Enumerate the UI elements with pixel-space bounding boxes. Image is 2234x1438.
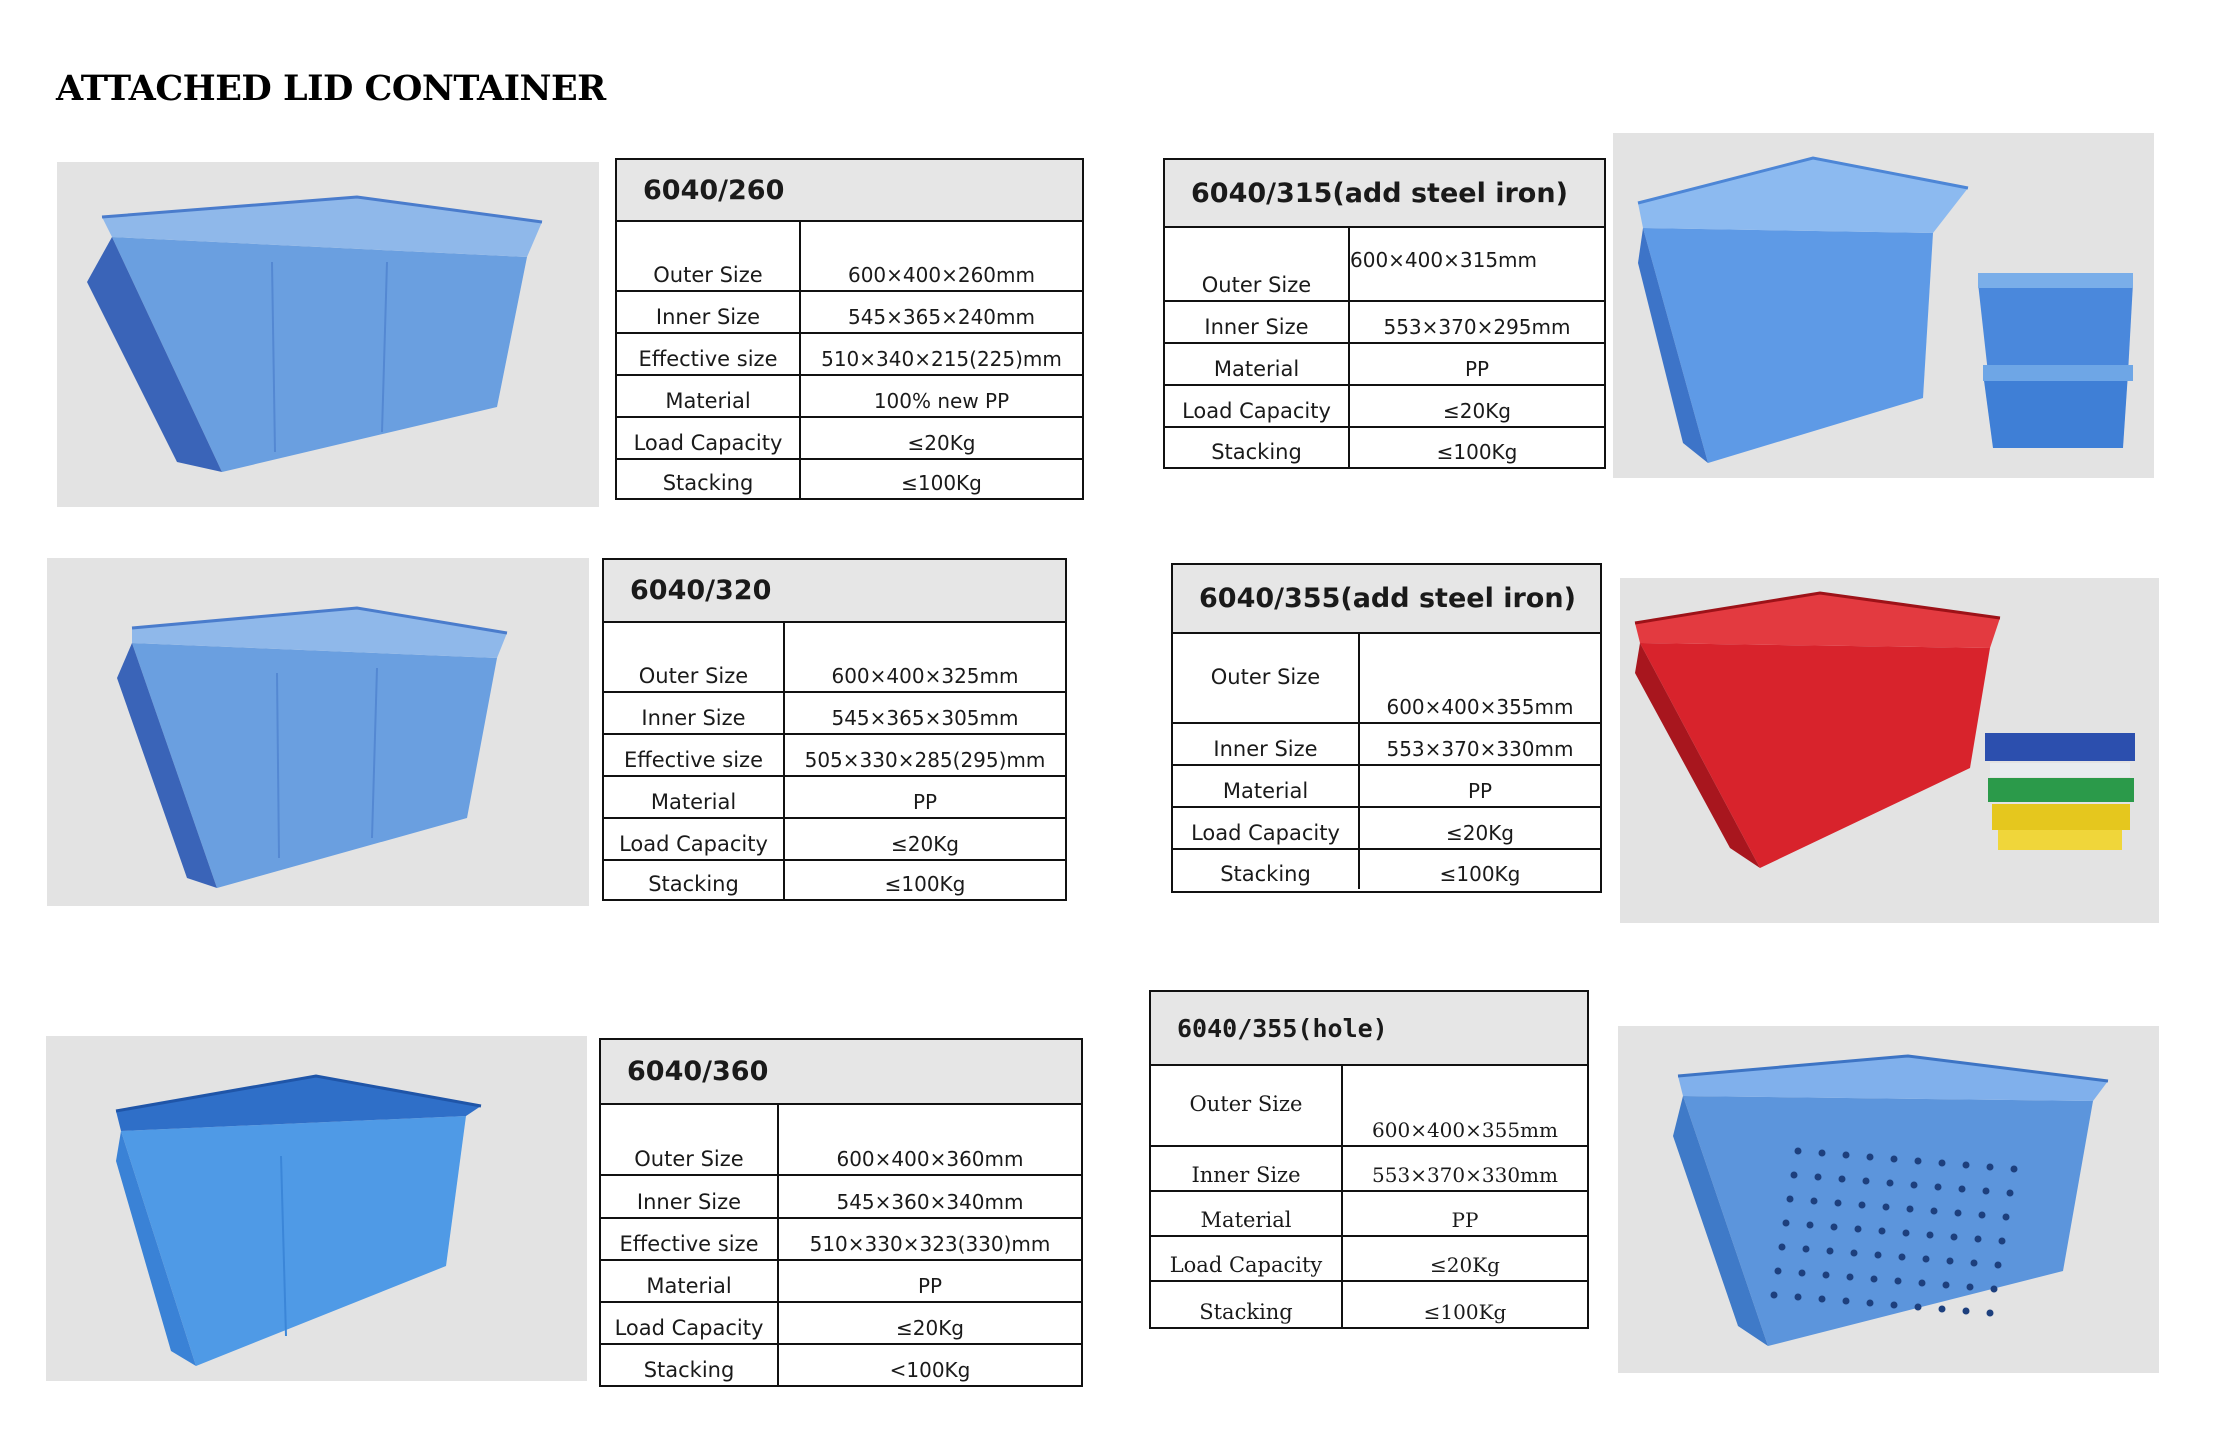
spec-row-stacking xyxy=(1165,426,1604,467)
spec-row-inner xyxy=(601,1174,1081,1217)
label-effective-size: Effective size xyxy=(604,735,785,775)
model-name: 6040/260 xyxy=(617,160,1082,222)
label-load-capacity: Load Capacity xyxy=(1173,808,1360,848)
label-effective-size: Effective size xyxy=(617,334,801,374)
vent-hole xyxy=(1955,1210,1962,1217)
vent-hole xyxy=(1899,1254,1906,1261)
vent-hole xyxy=(1775,1268,1782,1275)
vent-hole xyxy=(1807,1222,1814,1229)
label-inner-size: Inner Size xyxy=(604,693,785,733)
vent-hole xyxy=(1819,1150,1826,1157)
label-stacking: Stacking xyxy=(617,460,801,498)
spec-row-outer xyxy=(604,623,1065,691)
spec-table-6040-355-steel xyxy=(1171,563,1602,893)
value-load-capacity: ≤20Kg xyxy=(907,431,976,455)
model-name: 6040/360 xyxy=(601,1040,1081,1105)
spec-table-6040-320 xyxy=(602,558,1067,901)
vent-hole xyxy=(1879,1228,1886,1235)
vent-hole xyxy=(1819,1296,1826,1303)
spec-row-stacking xyxy=(617,458,1082,498)
value-material: PP xyxy=(1467,779,1493,803)
vent-hole xyxy=(1887,1180,1894,1187)
vent-hole xyxy=(1987,1164,1994,1171)
vent-hole xyxy=(1951,1234,1958,1241)
spec-row-stacking xyxy=(1151,1280,1587,1327)
vent-hole xyxy=(1975,1236,1982,1243)
label-material: Material xyxy=(617,376,801,416)
value-effective-size: 505×330×285(295)mm xyxy=(804,748,1046,772)
label-load-capacity: Load Capacity xyxy=(617,418,801,458)
spec-table-6040-355-hole xyxy=(1149,990,1589,1329)
value-outer-size: 600×400×315mm xyxy=(1350,248,1538,272)
vent-hole xyxy=(1891,1302,1898,1309)
vent-hole xyxy=(1923,1256,1930,1263)
spec-row-inner xyxy=(604,691,1065,733)
spec-row-load xyxy=(617,416,1082,458)
vent-hole xyxy=(1999,1238,2006,1245)
spec-row-material xyxy=(1173,764,1600,806)
value-outer-size: 600×400×325mm xyxy=(831,664,1019,688)
label-inner-size: Inner Size xyxy=(617,292,801,332)
vent-hole xyxy=(1791,1172,1798,1179)
vent-hole xyxy=(1947,1258,1954,1265)
page-title: ATTACHED LID CONTAINER xyxy=(56,68,606,109)
value-load-capacity: ≤20Kg xyxy=(895,1316,965,1340)
value-outer-size: 600×400×355mm xyxy=(1372,1118,1558,1142)
label-inner-size: Inner Size xyxy=(601,1176,779,1217)
label-inner-size: Inner Size xyxy=(1173,724,1360,764)
vent-hole xyxy=(1843,1152,1850,1159)
vent-hole xyxy=(1863,1178,1870,1185)
spec-row-load xyxy=(601,1301,1081,1343)
label-outer-size: Outer Size xyxy=(617,222,801,290)
vent-hole xyxy=(1891,1156,1898,1163)
label-material: Material xyxy=(1165,344,1350,384)
vent-hole xyxy=(1963,1308,1970,1315)
value-stacking: ≤100Kg xyxy=(884,872,966,896)
value-load-capacity: ≤20Kg xyxy=(890,832,960,856)
vent-hole xyxy=(1787,1196,1794,1203)
vent-hole xyxy=(1827,1248,1834,1255)
label-material: Material xyxy=(601,1261,779,1301)
label-material: Material xyxy=(1151,1192,1343,1235)
spec-row-stacking xyxy=(604,859,1065,899)
vent-hole xyxy=(1855,1226,1862,1233)
vent-hole xyxy=(1875,1252,1882,1259)
vent-hole xyxy=(1995,1262,2002,1269)
label-effective-size: Effective size xyxy=(601,1219,779,1259)
product-photo-6040-355-hole xyxy=(1618,1026,2159,1373)
label-outer-size: Outer Size xyxy=(601,1105,779,1174)
spec-row-load xyxy=(1151,1235,1587,1280)
spec-row-material xyxy=(1165,342,1604,384)
vent-hole xyxy=(1931,1208,1938,1215)
vent-hole xyxy=(1939,1306,1946,1313)
vent-hole xyxy=(1915,1304,1922,1311)
vent-hole xyxy=(1831,1224,1838,1231)
label-inner-size: Inner Size xyxy=(1151,1147,1343,1190)
vent-hole xyxy=(1983,1188,1990,1195)
value-effective-size: 510×340×215(225)mm xyxy=(821,347,1062,371)
vent-hole xyxy=(1919,1280,1926,1287)
vent-hole xyxy=(1967,1284,1974,1291)
vent-hole xyxy=(1803,1246,1810,1253)
vent-hole xyxy=(1839,1176,1846,1183)
label-outer-size: Outer Size xyxy=(604,623,785,691)
vent-hole xyxy=(1987,1310,1994,1317)
spec-table-6040-315 xyxy=(1163,158,1606,469)
vent-hole xyxy=(1963,1162,1970,1169)
vent-hole xyxy=(1907,1206,1914,1213)
vent-hole xyxy=(1903,1230,1910,1237)
vent-hole xyxy=(1915,1158,1922,1165)
label-load-capacity: Load Capacity xyxy=(1151,1237,1343,1280)
spec-row-material xyxy=(601,1259,1081,1301)
spec-row-load xyxy=(1165,384,1604,426)
vent-hole xyxy=(1795,1294,1802,1301)
vent-hole xyxy=(1779,1244,1786,1251)
label-stacking: Stacking xyxy=(601,1345,779,1385)
value-stacking: ≤100Kg xyxy=(1436,440,1518,464)
label-load-capacity: Load Capacity xyxy=(1165,386,1350,426)
vent-hole xyxy=(1927,1232,1934,1239)
vent-hole xyxy=(1847,1274,1854,1281)
vent-hole xyxy=(1783,1220,1790,1227)
spec-row-stacking xyxy=(601,1343,1081,1385)
model-name: 6040/320 xyxy=(604,560,1065,623)
label-outer-size: Outer Size xyxy=(1173,634,1360,722)
spec-table-6040-260 xyxy=(615,158,1084,500)
vent-hole xyxy=(1851,1250,1858,1257)
vent-hole xyxy=(2007,1190,2014,1197)
vent-hole xyxy=(1979,1212,1986,1219)
vent-hole xyxy=(1815,1174,1822,1181)
value-material: PP xyxy=(1464,357,1490,381)
vent-hole xyxy=(1823,1272,1830,1279)
label-stacking: Stacking xyxy=(1173,850,1360,889)
label-stacking: Stacking xyxy=(1151,1282,1343,1327)
product-photo-6040-360 xyxy=(46,1036,587,1381)
vent-hole xyxy=(2003,1214,2010,1221)
spec-row-outer xyxy=(601,1105,1081,1174)
model-name: 6040/355(hole) xyxy=(1151,992,1587,1066)
value-outer-size: 600×400×355mm xyxy=(1386,695,1574,719)
value-inner-size: 553×370×295mm xyxy=(1383,315,1571,339)
spec-row-outer xyxy=(1165,228,1604,300)
product-photo-6040-315 xyxy=(1613,133,2154,478)
value-load-capacity: ≤20Kg xyxy=(1430,1253,1500,1277)
model-name: 6040/315(add steel iron) xyxy=(1165,160,1604,228)
value-material: 100% new PP xyxy=(873,389,1010,413)
spec-row-outer xyxy=(1173,634,1600,722)
spec-row-outer xyxy=(617,222,1082,290)
value-load-capacity: ≤20Kg xyxy=(1442,399,1512,423)
spec-row-load xyxy=(1173,806,1600,848)
product-photo-6040-260 xyxy=(57,162,599,507)
value-stacking: ≤100Kg xyxy=(1439,862,1521,886)
value-stacking: <100Kg xyxy=(889,1358,971,1382)
vent-hole xyxy=(1943,1282,1950,1289)
vent-hole xyxy=(1835,1200,1842,1207)
vent-hole xyxy=(1959,1186,1966,1193)
vent-hole xyxy=(1843,1298,1850,1305)
vent-hole xyxy=(1991,1286,1998,1293)
spec-row-inner xyxy=(1173,722,1600,764)
value-load-capacity: ≤20Kg xyxy=(1445,821,1515,845)
label-material: Material xyxy=(604,777,785,817)
vent-hole xyxy=(2011,1166,2018,1173)
vent-hole xyxy=(1911,1182,1918,1189)
spec-row-load xyxy=(604,817,1065,859)
value-inner-size: 545×365×240mm xyxy=(847,305,1035,329)
value-inner-size: 545×360×340mm xyxy=(836,1190,1024,1214)
value-material: PP xyxy=(917,1274,943,1298)
spec-table-6040-360 xyxy=(599,1038,1083,1387)
value-outer-size: 600×400×360mm xyxy=(836,1147,1024,1171)
spec-row-material xyxy=(1151,1190,1587,1235)
product-photo-6040-320 xyxy=(47,558,589,906)
vent-hole xyxy=(1883,1204,1890,1211)
vent-hole xyxy=(1939,1160,1946,1167)
vent-hole xyxy=(1811,1198,1818,1205)
product-photo-6040-355-steel xyxy=(1620,578,2159,923)
vent-hole xyxy=(1799,1270,1806,1277)
value-material: PP xyxy=(912,790,938,814)
spec-row-material xyxy=(617,374,1082,416)
spec-row-effective xyxy=(604,733,1065,775)
label-inner-size: Inner Size xyxy=(1165,302,1350,342)
label-load-capacity: Load Capacity xyxy=(604,819,785,859)
value-stacking: ≤100Kg xyxy=(901,471,982,495)
label-stacking: Stacking xyxy=(604,861,785,899)
spec-row-stacking xyxy=(1173,848,1600,889)
vent-hole xyxy=(1971,1260,1978,1267)
value-stacking: ≤100Kg xyxy=(1423,1300,1507,1324)
model-name: 6040/355(add steel iron) xyxy=(1173,565,1600,634)
value-outer-size: 600×400×260mm xyxy=(847,263,1035,287)
label-outer-size: Outer Size xyxy=(1151,1066,1343,1145)
vent-hole xyxy=(1867,1300,1874,1307)
label-material: Material xyxy=(1173,766,1360,806)
value-inner-size: 553×370×330mm xyxy=(1386,737,1574,761)
label-load-capacity: Load Capacity xyxy=(601,1303,779,1343)
spec-row-inner xyxy=(1151,1145,1587,1190)
vent-hole xyxy=(1795,1148,1802,1155)
spec-row-effective xyxy=(617,332,1082,374)
spec-row-inner xyxy=(617,290,1082,332)
value-inner-size: 553×370×330mm xyxy=(1372,1163,1558,1187)
vent-hole xyxy=(1935,1184,1942,1191)
label-stacking: Stacking xyxy=(1165,428,1350,467)
spec-row-material xyxy=(604,775,1065,817)
spec-row-inner xyxy=(1165,300,1604,342)
label-outer-size: Outer Size xyxy=(1165,228,1350,300)
vent-hole xyxy=(1871,1276,1878,1283)
vent-hole xyxy=(1895,1278,1902,1285)
spec-row-outer xyxy=(1151,1066,1587,1145)
value-material: PP xyxy=(1451,1208,1479,1232)
vent-hole xyxy=(1867,1154,1874,1161)
spec-row-effective xyxy=(601,1217,1081,1259)
value-effective-size: 510×330×323(330)mm xyxy=(809,1232,1051,1256)
vent-hole xyxy=(1771,1292,1778,1299)
vent-hole xyxy=(1859,1202,1866,1209)
value-inner-size: 545×365×305mm xyxy=(831,706,1019,730)
